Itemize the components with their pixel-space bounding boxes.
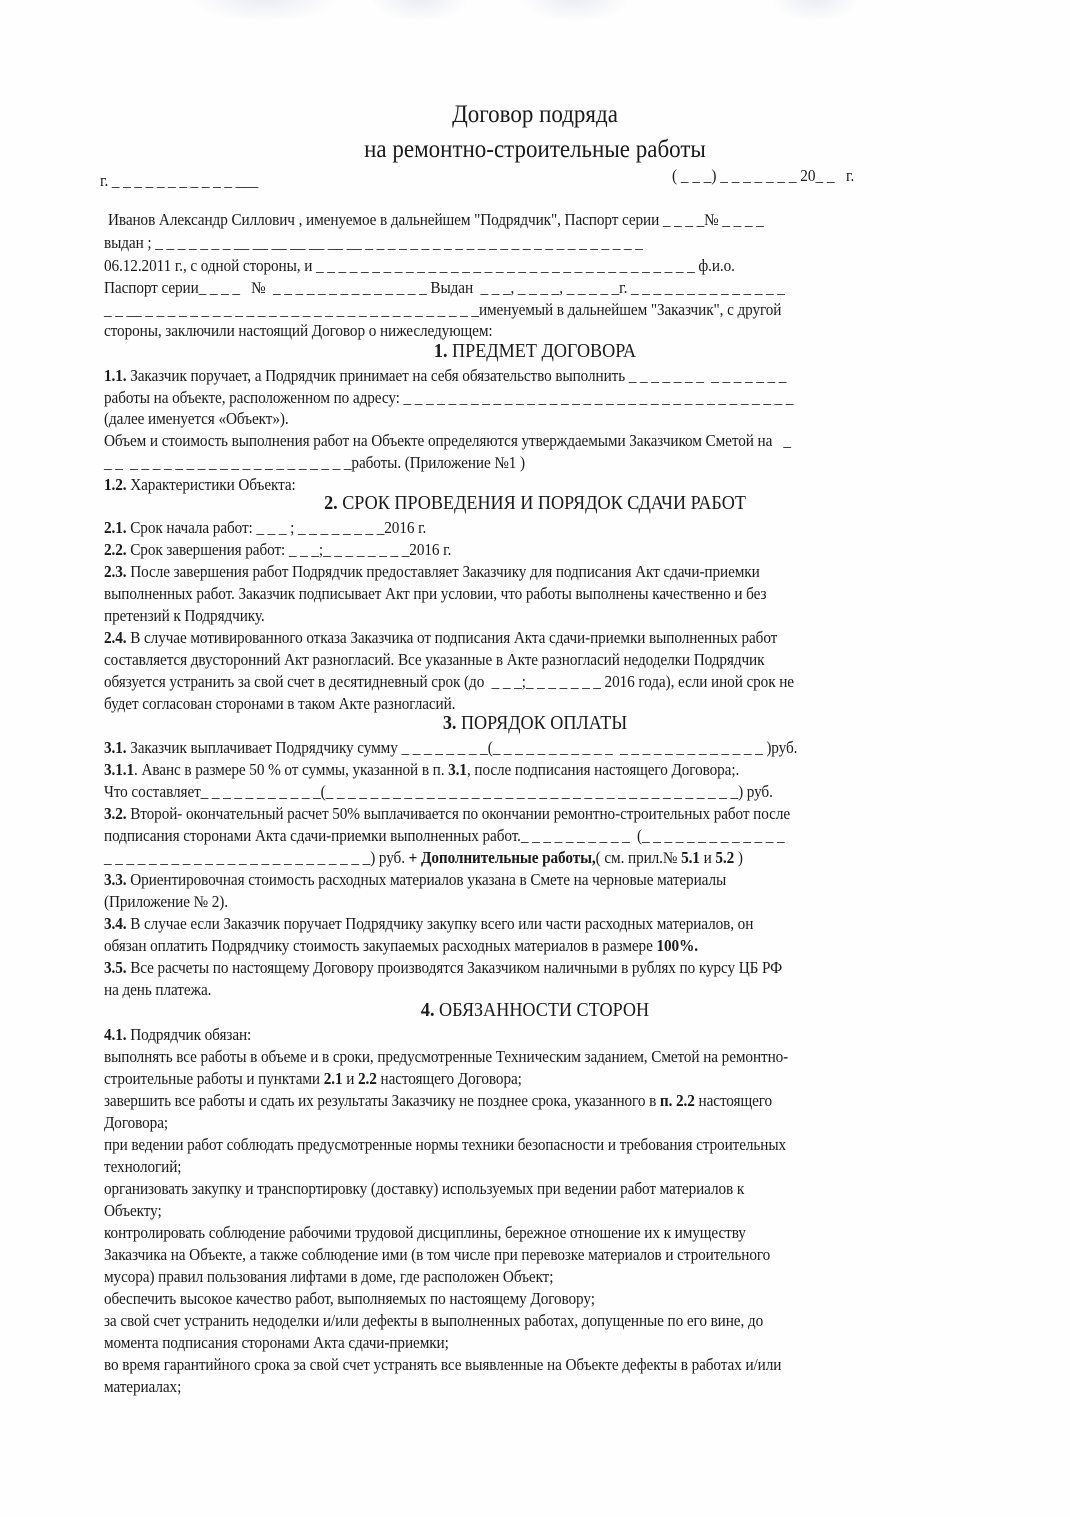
clause-text: обязан оплатить Подрядчику стоимость закупаемых расходных материалов в размере [104, 936, 657, 955]
clause-emphasis: 100%. [656, 936, 698, 955]
clause-line: подписания сторонами Акта сдачи-приемки выполненных работ._ _ _ _ _ _ _ _ _ _ (_ _ _ _ _ _ _ _ _ _ _ _ _ [104, 826, 785, 845]
clause-text: завершить все работы и сдать их результаты Заказчику не позднее срока, указанного в [104, 1091, 660, 1110]
clause-ref: 3.1 [448, 760, 467, 779]
clause-line [104, 848, 743, 868]
clause-number: 3.3. [104, 870, 127, 889]
clause-text: , после подписания настоящего Договора;. [466, 760, 740, 779]
clause-line [104, 540, 451, 560]
clause-line [104, 562, 760, 582]
parties-line: _ _ __ _ _ _ _ _ _ _ _ _ _ _ _ _ _ _ _ _ _ _ _ _ _ _ _ _ _ _ _ _ _именуемый в дальнейшем "Заказчик", с другой [104, 300, 782, 319]
clause-line: составляется двусторонний Акт разногласий. Все указанные в Акте разногласий недоделки Подрядчик [104, 650, 765, 669]
clause-line [104, 1069, 522, 1089]
clause-line [104, 1025, 251, 1045]
clause-line [104, 738, 797, 758]
clause-number: 3.1. [104, 738, 127, 757]
clause-number: 3.5. [104, 958, 127, 977]
clause-text: После завершения работ Подрядчик предоставляет Заказчику для подписания Акт сдачи-приемки [126, 562, 760, 581]
section-number: 3. [442, 713, 457, 734]
clause-text: строительные работы и пунктами [104, 1069, 324, 1088]
clause-text: Заказчик выплачивает Подрядчику сумму _ _ _ _ _ _ _ _(_ _ _ _ _ _ _ _ _ _ _ _ _ _ _ _ _ _ _ _ _ _ _ _ )руб. [126, 738, 798, 757]
clause-line [104, 760, 739, 780]
section-title: ПОРЯДОК ОПЛАТЫ [456, 713, 628, 734]
clause-line: технологий; [104, 1157, 182, 1176]
clause-number: 2.4. [104, 628, 127, 647]
parties-line: Иванов Александр Силлович , именуемое в дальнейшем "Подрядчик", Паспорт серии _ _ _ _№ _ _ _ _ [108, 210, 764, 229]
clause-line: за свой счет устранить недоделки и/или дефекты в выполненных работах, допущенные по его вине, до [104, 1311, 764, 1330]
date-field: ( _ _ _) _ _ _ _ _ _ _ 20_ _ г. [672, 166, 855, 185]
parties-line: стороны, заключили настоящий Договор о нижеследующем: [104, 321, 493, 340]
document-subtitle: на ремонтно-строительные работы [364, 136, 706, 163]
clause-line: организовать закупку и транспортировку (доставку) используемых при ведении работ материалов к [104, 1179, 745, 1198]
scan-smudge [370, 0, 470, 22]
clause-text: Заказчик поручает, а Подрядчик принимает на себя обязательство выполнить _ _ _ _ _ _ _ _ _ _ _ _ _ _ [126, 366, 787, 385]
clause-line: момента подписания сторонами Акта сдачи-приемки; [104, 1333, 449, 1352]
clause-line: Объем и стоимость выполнения работ на Объекте определяются утверждаемыми Заказчиком Сметой на _ [104, 431, 791, 450]
parties-line: выдан ; _ _ _ _ _ _ _ __ __ __ __ __ __ __ _ _ _ _ _ _ _ _ _ _ _ _ _ _ _ _ _ _ _ _ _ _ _ _ _ [104, 233, 643, 252]
city-field: г. _ _ _ _ _ _ _ _ _ _ _ ___ [100, 171, 259, 190]
clause-number: 3.2. [104, 804, 127, 823]
clause-line [104, 366, 786, 386]
clause-text: Срок начала работ: _ _ _ ; _ _ _ _ _ _ _ _2016 г. [126, 518, 427, 537]
section-number: 2. [324, 493, 338, 514]
clause-number: 4.1. [104, 1025, 127, 1044]
section-heading-3 [37, 712, 1032, 736]
clause-line [104, 518, 426, 538]
clause-text: и [342, 1069, 359, 1088]
section-heading-4 [37, 999, 1032, 1023]
clause-line [104, 958, 782, 978]
clause-line: во время гарантийного срока за свой счет устранять все выявленные на Объекте дефекты в работах и/или [104, 1355, 782, 1374]
clause-ref: 5.2 [715, 848, 735, 867]
clause-number: 2.2. [104, 540, 127, 559]
clause-line: контролировать соблюдение рабочими трудовой дисциплины, бережное отношение их к имуществу [104, 1223, 746, 1242]
clause-number: 2.3. [104, 562, 127, 581]
section-title: ПРЕДМЕТ ДОГОВОРА [447, 341, 637, 362]
section-title: ОБЯЗАННОСТИ СТОРОН [434, 1000, 650, 1021]
clause-text: Характеристики Объекта: [126, 475, 296, 494]
scan-smudge [190, 0, 340, 22]
clause-text: В случае если Заказчик поручает Подрядчику закупку всего или части расходных материалов, он [126, 914, 754, 933]
clause-text: Срок завершения работ: _ _ _;_ _ _ _ _ _ _ _2016 г. [126, 540, 452, 559]
clause-line: материалах; [104, 1377, 182, 1396]
clause-text: ) [734, 848, 743, 867]
clause-number: 3.4. [104, 914, 127, 933]
clause-line [104, 870, 726, 890]
clause-ref: п. 2.2 [659, 1091, 695, 1110]
clause-line: (далее именуется «Объект»). [104, 409, 289, 428]
clause-line: Договора; [104, 1113, 169, 1132]
section-heading-1 [37, 340, 1032, 364]
section-number: 1. [433, 341, 448, 362]
clause-text: Подрядчик обязан: [126, 1025, 252, 1044]
clause-line [104, 628, 777, 648]
clause-number: 3.1.1 [104, 760, 135, 779]
clause-line: обязуется устранить за свой счет в десятидневный срок (до _ _ _;_ _ _ _ _ _ _ 2016 года), если иной срок не [104, 672, 794, 691]
clause-line [104, 1091, 772, 1111]
clause-line: на день платежа. [104, 980, 212, 999]
clause-line: работы на объекте, расположенном по адресу: _ _ _ _ _ _ _ _ _ _ _ _ _ _ _ _ _ _ _ _ _ _ _ _ _ _ _ _ _ _ _ _ _ _ _ [104, 388, 794, 407]
clause-line: Заказчика на Объекте, а также соблюдение ими (в том числе при перевозке материалов и строительного [104, 1245, 771, 1264]
clause-text: Все расчеты по настоящему Договору производятся Заказчиком наличными в рублях по курсу ЦБ РФ [126, 958, 783, 977]
clause-number: 2.1. [104, 518, 127, 537]
clause-text: . Аванс в размере 50 % от суммы, указанной в п. [134, 760, 449, 779]
section-title: СРОК ПРОВЕДЕНИЯ И ПОРЯДОК СДАЧИ РАБОТ [337, 493, 746, 514]
scan-smudge [770, 0, 860, 22]
clause-text: настоящего Договора; [376, 1069, 522, 1088]
clause-line [104, 914, 753, 934]
clause-line: выполненных работ. Заказчик подписывает Акт при условии, что работы выполнены качественно и без [104, 584, 767, 603]
clause-line [104, 804, 790, 824]
clause-text: Ориентировочная стоимость расходных материалов указана в Смете на черновые материалы [126, 870, 727, 889]
clause-line: обеспечить высокое качество работ, выполняемых по настоящему Договору; [104, 1289, 595, 1308]
clause-line: будет согласован сторонами в таком Акте разногласий. [104, 694, 456, 713]
clause-line: (Приложение № 2). [104, 892, 228, 911]
clause-ref: 2.1 [323, 1069, 343, 1088]
section-heading-2 [37, 492, 1032, 516]
clause-line [104, 936, 698, 956]
clause-line: Что составляет_ _ _ _ _ _ _ _ _ _ _(_ _ _ _ _ _ _ _ _ _ _ _ _ _ _ _ _ _ _ _ _ _ _ _ _ _ _ _ _ _ _ _ _ _ _ _ _) руб. [104, 782, 773, 801]
clause-line: мусора) правил пользования лифтами в доме, где расположен Объект; [104, 1267, 554, 1286]
clause-line: выполнять все работы в объеме и в сроки, предусмотренные Техническим заданием, Сметой на ремонтно- [104, 1047, 789, 1066]
clause-number: 1.1. [104, 366, 127, 385]
clause-text: и [699, 848, 716, 867]
clause-number: 1.2. [104, 475, 127, 494]
clause-ref: 2.2 [358, 1069, 377, 1088]
scan-smudge [520, 0, 630, 22]
clause-text: В случае мотивированного отказа Заказчика от подписания Акта сдачи-приемки выполненных работ [126, 628, 778, 647]
clause-line: претензий к Подрядчику. [104, 606, 265, 625]
clause-line: при ведении работ соблюдать предусмотренные нормы техники безопасности и требования строительных [104, 1135, 787, 1154]
clause-line: Объекту; [104, 1201, 162, 1220]
document-title: Договор подряда [452, 101, 618, 128]
clause-ref: 5.1 [681, 848, 700, 867]
parties-line: Паспорт серии_ _ _ _ № _ _ _ _ _ _ _ _ _ _ _ _ _ _ Выдан _ _ _, _ _ _ _, _ _ _ _ _г. _ _ _ _ _ _ _ _ _ _ _ _ _ _ [104, 278, 785, 297]
clause-line: _ _ _ _ _ _ _ _ _ _ _ _ _ _ _ _ _ _ _ _ _ _работы. (Приложение №1 ) [104, 453, 526, 472]
clause-text: настоящего [694, 1091, 773, 1110]
parties-line: 06.12.2011 г., с одной стороны, и _ _ _ _ _ _ _ _ _ _ _ _ _ _ _ _ _ _ _ _ _ _ _ _ _ _ _ _ _ _ _ _ _ _ ф.и.о. [104, 256, 735, 275]
clause-text: ( см. прил.№ [595, 848, 682, 867]
clause-text: Второй- окончательный расчет 50% выплачивается по окончании ремонтно-строительных работ после [126, 804, 791, 823]
section-number: 4. [420, 1000, 435, 1021]
clause-emphasis: + Дополнительные работы, [408, 848, 596, 867]
clause-text: _ _ _ _ _ _ _ _ _ _ _ _ _ _ _ _ _ _ _ _ _ _ _ _) руб. [104, 848, 409, 867]
